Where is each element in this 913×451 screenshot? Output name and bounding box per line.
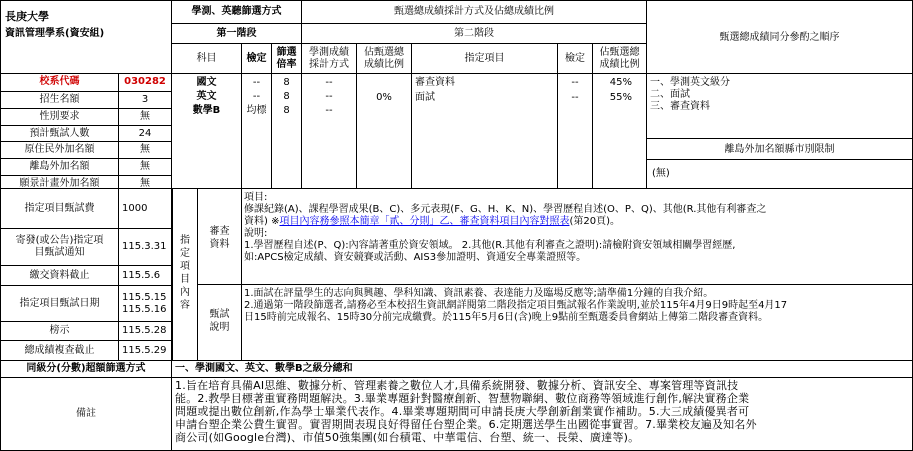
stage2-item-name: 面試 [415, 92, 435, 103]
col-multiplier: 篩選 倍率 [271, 43, 302, 74]
stage2-items-cell [411, 73, 558, 189]
review-label: 審查 [209, 226, 230, 237]
col-check: 檢定 [241, 43, 272, 74]
review-line-2: 修課紀錄(A)、課程學習成果(B、C)、多元表現(F、G、H、K、N)、學習歷程自述(O、P、Q)、其他(R.其他有利審查之 [244, 204, 767, 215]
info-value: 無 [140, 178, 150, 189]
schedule-label: 寄發(或公告)指定項目甄試通知 [15, 235, 104, 258]
tiebreak-header: 甄選總成績同分參酌之順序 [646, 0, 913, 74]
schedule-label-cell [0, 321, 119, 341]
info-value-cell [118, 158, 172, 176]
designated-label-char: 內 [180, 287, 190, 298]
schedule-label-cell [0, 340, 119, 361]
designated-label-char: 容 [180, 300, 190, 311]
schedule-label-cell [0, 188, 119, 229]
island-value: (無) [652, 168, 670, 179]
tie-standard-value-cell: 一、學測國文、英文、數學B之級分總和 [171, 360, 913, 378]
schedule-value-cell [118, 265, 172, 286]
schedule-value: 115.5.29 [122, 344, 167, 356]
subject-name: 數學B [192, 105, 221, 116]
schedule-value-cell [118, 188, 172, 229]
info-label-cell [0, 91, 119, 109]
review-line-1: 項目: [244, 192, 268, 203]
interview-content-cell [241, 284, 913, 361]
school-header-cell [0, 0, 172, 74]
notes-line: 問題或提出數位創新,作為學士畢業代表作。4.畢業專題期間可申請長庚大學創新創業實作補助。5.大三成績優異者可 [175, 405, 750, 418]
review-line-5: 1.學習歷程自述(P、Q):內容請著重於資安領域。 2.其他(R.其他有利審查之證明):請檢附資安領域相關學習經歷, [244, 240, 736, 251]
schedule-label: 指定項目甄試日期 [19, 297, 100, 309]
interview-line-1: 1.面試在評量學生的志向與興趣、學科知識、資訊素養、表達能力及臨場反應等;請準備1分鐘的自我介紹。 [244, 288, 714, 299]
review-line-6: 如:APCS檢定成績、資安競賽或活動、AIS3參加證明、資通安全專業證照等。 [244, 252, 587, 263]
notes-content-cell [171, 377, 913, 451]
review-line-4: 說明: [244, 228, 268, 239]
subject-multiplier-cell [271, 73, 302, 189]
schedule-label-cell [0, 228, 119, 266]
schedule-label-cell [0, 285, 119, 322]
info-label-cell [0, 141, 119, 159]
subject-check-cell [241, 73, 272, 189]
subject-check: -- [252, 77, 261, 88]
schedule-value: 115.5.15 115.5.16 [122, 291, 167, 315]
subject-check: 均標 [246, 105, 267, 116]
notes-line: 商公司(如Google台灣)、市值50強集團(如台積電、中華電信、台塑、統一、長榮、廣達等)。 [175, 431, 640, 444]
department-name: 資訊管理學系(資安組) [5, 28, 105, 39]
info-value: 無 [140, 111, 150, 122]
subject-multiplier: 8 [283, 77, 290, 88]
notes-line: 申請台塑企業公費生實習。實習期間表現良好得留任台塑企業。6.定期選送學生出國從事實習。7.畢業校友遍及知名外 [175, 418, 757, 431]
notes-line: 1.旨在培育具備AI思維、數據分析、管理素養之數位人才,具備系統開發、數據分析、資訊安全、專案管理等資訊技 [175, 379, 739, 392]
info-label-cell [0, 125, 119, 142]
col-item: 指定項目 [411, 43, 558, 74]
col-check2: 檢定 [557, 43, 593, 74]
review-label-cell [197, 188, 242, 285]
info-value: 24 [138, 128, 152, 139]
schedule-label: 總成績複查截止 [24, 344, 95, 356]
info-label: 預計甄試人數 [29, 128, 90, 139]
info-value-cell [118, 175, 172, 189]
stage2-item-ratio: 55% [609, 92, 632, 103]
notes-label-cell: 備註 [0, 377, 172, 451]
schedule-value: 115.5.28 [122, 325, 167, 336]
subject-multiplier: 8 [283, 105, 290, 116]
review-content-cell [241, 188, 913, 285]
info-label-cell [0, 158, 119, 176]
interview-label: 甄試 [209, 309, 230, 320]
tie-standard-label-cell: 同級分(分數)超額篩選方式 [0, 360, 172, 378]
stage2-item-ratio: 45% [609, 77, 632, 88]
designated-label-char: 定 [180, 248, 190, 259]
schedule-value: 115.5.6 [122, 269, 161, 281]
info-label: 招生名額 [39, 94, 80, 105]
stage2-header: 第二階段 [301, 23, 647, 44]
tiebreak-item: 一、學測英文級分 [650, 77, 730, 88]
designated-label-cell [172, 188, 198, 361]
info-value-cell [118, 108, 172, 126]
school-name: 長庚大學 [5, 10, 49, 23]
subject-check: -- [252, 91, 261, 102]
subject-name: 國文 [196, 77, 217, 88]
schedule-value-cell [118, 285, 172, 322]
info-value: 無 [140, 144, 150, 155]
subject-multiplier: 8 [283, 91, 290, 102]
gsat-ratio-value: 0% [376, 92, 392, 103]
interview-line-3: 日15時前完成報名、15時30分前完成繳費。於115年5月6日(含)晚上9點前至甄選委員會網站上傳第二階段審查資料。 [244, 312, 769, 323]
info-label: 願景計畫外加名額 [19, 178, 100, 189]
stage2-check-cell [557, 73, 593, 189]
interview-line-2: 2.通過第一階段篩選者,請務必至本校招生資訊網詳閱第二階段指定項目甄試報名作業說明,並於115年4月9日9時起至4月17 [244, 300, 788, 311]
schedule-value: 1000 [122, 202, 148, 214]
overall-title-header: 甄選總成績採計方式及佔總成績比例 [301, 0, 647, 24]
subjects-cell [171, 73, 242, 189]
info-value-cell [118, 141, 172, 159]
island-value-cell [646, 159, 913, 189]
island-title: 離島外加名額縣市別限制 [724, 144, 835, 155]
interview-label: 說明 [209, 322, 230, 333]
info-value-cell [118, 91, 172, 109]
info-label-cell [0, 175, 119, 189]
info-label: 離島外加名額 [29, 161, 90, 172]
schedule-label: 繳交資料截止 [29, 269, 90, 281]
info-value: 030282 [124, 76, 166, 87]
col-gsat-ratio: 佔甄選總 成績比例 [356, 43, 412, 74]
stage2-item-name: 審查資料 [415, 77, 455, 88]
gsat-method-cell [301, 73, 357, 189]
stage2-ratio-cell [592, 73, 647, 189]
col-subject: 科目 [171, 43, 242, 74]
info-label: 原住民外加名額 [24, 144, 95, 155]
interview-label-cell [197, 284, 242, 361]
island-title-cell [646, 138, 913, 160]
gsat-method: -- [325, 77, 333, 88]
stage1-header: 第一階段 [171, 23, 302, 44]
info-label-cell [0, 73, 119, 92]
gsat-method: -- [325, 105, 333, 116]
stage1-group-header: 學測、英聽篩選方式 [171, 0, 302, 24]
tiebreak-item: 三、審查資料 [650, 101, 710, 112]
gsat-ratio-cell [356, 73, 412, 189]
designated-label-char: 目 [180, 274, 190, 285]
col-gsat-method: 學測成績 採計方式 [301, 43, 357, 74]
tiebreak-item: 二、面試 [650, 89, 690, 100]
review-label: 資料 [209, 239, 230, 250]
schedule-label-cell [0, 265, 119, 286]
info-label: 性別要求 [39, 111, 80, 122]
review-line-3: 資料) ※項目內容務參照本簡章「貳、分則」乙、審查資料項目內容對照表(第20頁)。 [244, 216, 620, 227]
schedule-label: 榜示 [49, 325, 70, 336]
schedule-value-cell [118, 228, 172, 266]
designated-label-char: 指 [180, 235, 190, 246]
schedule-value: 115.3.31 [122, 241, 167, 252]
notes-line: 能。2.教學目標著重實務問題解決。3.畢業專題針對醫療創新、智慧物聯網、數位商務等領域進行創作,解決實務企業 [175, 392, 750, 405]
gsat-method: -- [325, 91, 333, 102]
info-label: 校系代碼 [39, 76, 80, 87]
info-value-cell [118, 73, 172, 92]
schedule-value-cell [118, 340, 172, 361]
schedule-value-cell [118, 321, 172, 341]
review-reference-link[interactable]: 項目內容務參照本簡章「貳、分則」乙、審查資料項目內容對照表 [279, 216, 570, 227]
info-value: 無 [140, 161, 150, 172]
stage2-item-check: -- [571, 92, 579, 103]
col-item-ratio: 佔甄選總 成績比例 [592, 43, 647, 74]
schedule-label: 指定項目甄試費 [24, 202, 95, 214]
tiebreak-list-cell [646, 73, 913, 139]
info-value-cell [118, 125, 172, 142]
subject-name: 英文 [196, 91, 217, 102]
info-label-cell [0, 108, 119, 126]
info-value: 3 [141, 94, 149, 105]
stage2-item-check: -- [571, 77, 579, 88]
designated-label-char: 項 [180, 261, 190, 272]
